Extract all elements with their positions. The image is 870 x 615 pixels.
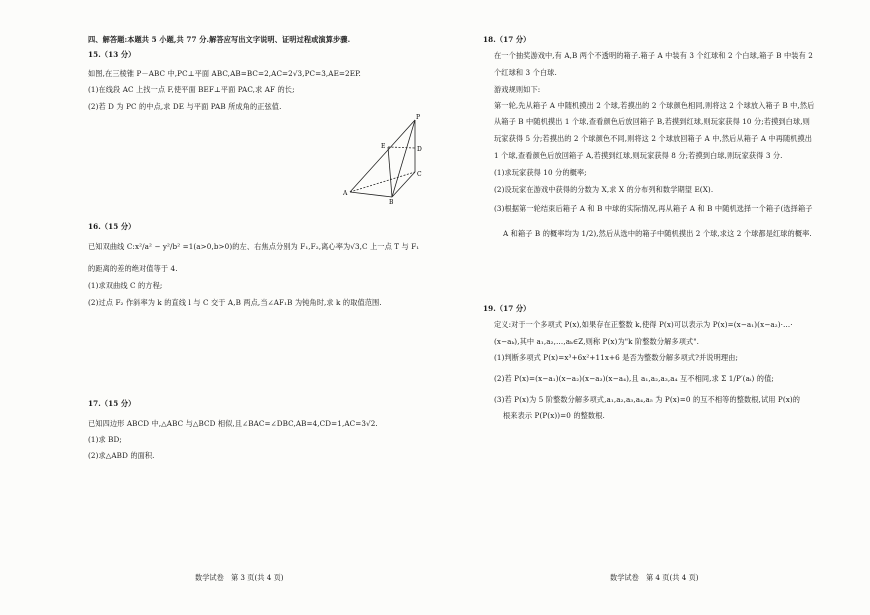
- q18-stem-cont: 个红球和 3 个白球.: [494, 68, 557, 77]
- q15-part1: (1)在线段 AC 上找一点 F,使平面 BEF⊥平面 PAC,求 AF 的长;: [88, 85, 295, 94]
- q18-part3-cont: A 和箱子 B 的概率均为 1/2),然后从选中的箱子中随机摸出 2 个球,求这 2 个球都是红球的概率.: [503, 229, 812, 238]
- q17-part2: (2)求△ABD 的面积.: [88, 451, 155, 460]
- right-page: [435, 0, 870, 615]
- q19-definition: 定义:对于一个多项式 P(x),如果存在正整数 k,使得 P(x)可以表示为 P(x)=(x−a₁)(x−a₂)·…·: [494, 320, 793, 329]
- q15-part2: (2)若 D 为 PC 的中点,求 DE 与平面 PAB 所成角的正弦值.: [88, 102, 282, 111]
- q18-part1: (1)求玩家获得 10 分的概率;: [494, 168, 587, 177]
- label-a: A: [343, 190, 348, 197]
- label-d: D: [417, 146, 422, 153]
- q19-part3-cont: 根来表示 P(P(x))=0 的整数根.: [503, 411, 605, 420]
- page-footer-left: 数学试卷 第 3 页(共 4 页): [195, 573, 284, 582]
- q17-stem: 已知四边形 ABCD 中,△ABC 与△BCD 相似,且∠BAC=∠DBC,AB=4,CD=1,AC=3√2.: [88, 419, 378, 428]
- q18-stem: 在一个抽奖游戏中,有 A,B 两个不透明的箱子.箱子 A 中装有 3 个红球和 2 个白球,箱子 B 中装有 2: [494, 51, 813, 60]
- q15-stem: 如图,在三棱锥 P－ABC 中,PC⊥平面 ABC,AB=BC=2,AC=2√3,PC=3,AE=2EP.: [88, 69, 361, 78]
- q18-rule-line3: 玩家获得 5 分;若摸出的 2 个球颜色不同,则将这 2 个球放回箱子 A 中,然后从箱子 A 中再随机摸出: [494, 134, 813, 143]
- q16-stem: 已知双曲线 C:x²/a² − y²/b² =1(a>0,b>0)的左、右焦点分别为 F₁,F₂,离心率为√3,C 上一点 T 与 F₁: [88, 242, 420, 251]
- tetrahedron-figure: [340, 112, 430, 204]
- q16-heading: 16.（15 分）: [88, 222, 136, 231]
- q19-definition-cont: (x−aₖ),其中 a₁,a₂,…,aₖ∈Z,则称 P(x)为"k 阶整数分解多项式".: [494, 337, 700, 346]
- label-e: E: [381, 143, 386, 150]
- q18-rule-line1: 第一轮,先从箱子 A 中随机摸出 2 个球,若摸出的 2 个球颜色相同,则将这 2 个球放入箱子 B 中,然后: [494, 101, 815, 110]
- q18-part3: (3)根据第一轮结束后箱子 A 和 B 中球的实际情况,再从箱子 A 和 B 中随机选择一个箱子(选择箱子: [494, 204, 813, 213]
- label-c: C: [417, 171, 422, 178]
- section-header: 四、解答题:本题共 5 小题,共 77 分.解答应写出文字说明、证明过程或演算步骤.: [88, 35, 351, 44]
- q17-heading: 17.（15 分）: [88, 399, 136, 408]
- q19-part1: (1)判断多项式 P(x)=x³+6x²+11x+6 是否为整数分解多项式?并说明理由;: [494, 353, 738, 362]
- q17-part1: (1)求 BD;: [88, 435, 122, 444]
- q18-part2: (2)设玩家在游戏中获得的分数为 X,求 X 的分布列和数学期望 E(X).: [494, 185, 714, 194]
- q18-rule-line2: 从箱子 B 中随机摸出 1 个球,查看颜色后放回箱子 B,若摸到红球,则玩家获得 10 分;若摸到白球,则: [494, 117, 810, 126]
- label-b: B: [389, 199, 394, 204]
- q15-heading: 15.（13 分）: [88, 50, 136, 59]
- q18-rule-line4: 1 个球,查看颜色后放回箱子 A,若摸到红球,则玩家获得 8 分;若摸到白球,则玩家获得 3 分.: [494, 151, 783, 160]
- q16-part1: (1)求双曲线 C 的方程;: [88, 281, 163, 290]
- label-p: P: [416, 114, 421, 121]
- q19-part2: (2)若 P(x)=(x−a₁)(x−a₂)(x−a₃)(x−a₄),且 a₁,a₂,a₃,a₄ 互不相同,求 Σ 1/P′(aᵢ) 的值;: [494, 374, 774, 383]
- q16-part2: (2)过点 F₂ 作斜率为 k 的直线 l 与 C 交于 A,B 两点,当∠AF₁B 为钝角时,求 k 的取值范围.: [88, 298, 382, 307]
- q18-rules-title: 游戏规则如下:: [494, 85, 541, 94]
- page-footer-right: 数学试卷 第 4 页(共 4 页): [610, 573, 699, 582]
- q16-stem-cont: 的距离的差的绝对值等于 4.: [88, 264, 178, 273]
- q18-heading: 18.（17 分）: [483, 35, 531, 44]
- q19-heading: 19.（17 分）: [483, 304, 531, 313]
- q19-part3: (3)若 P(x)为 5 阶整数分解多项式,a₁,a₂,a₃,a₄,a₅ 为 P(x)=0 的互不相等的整数根,试用 P(x)的: [494, 395, 801, 404]
